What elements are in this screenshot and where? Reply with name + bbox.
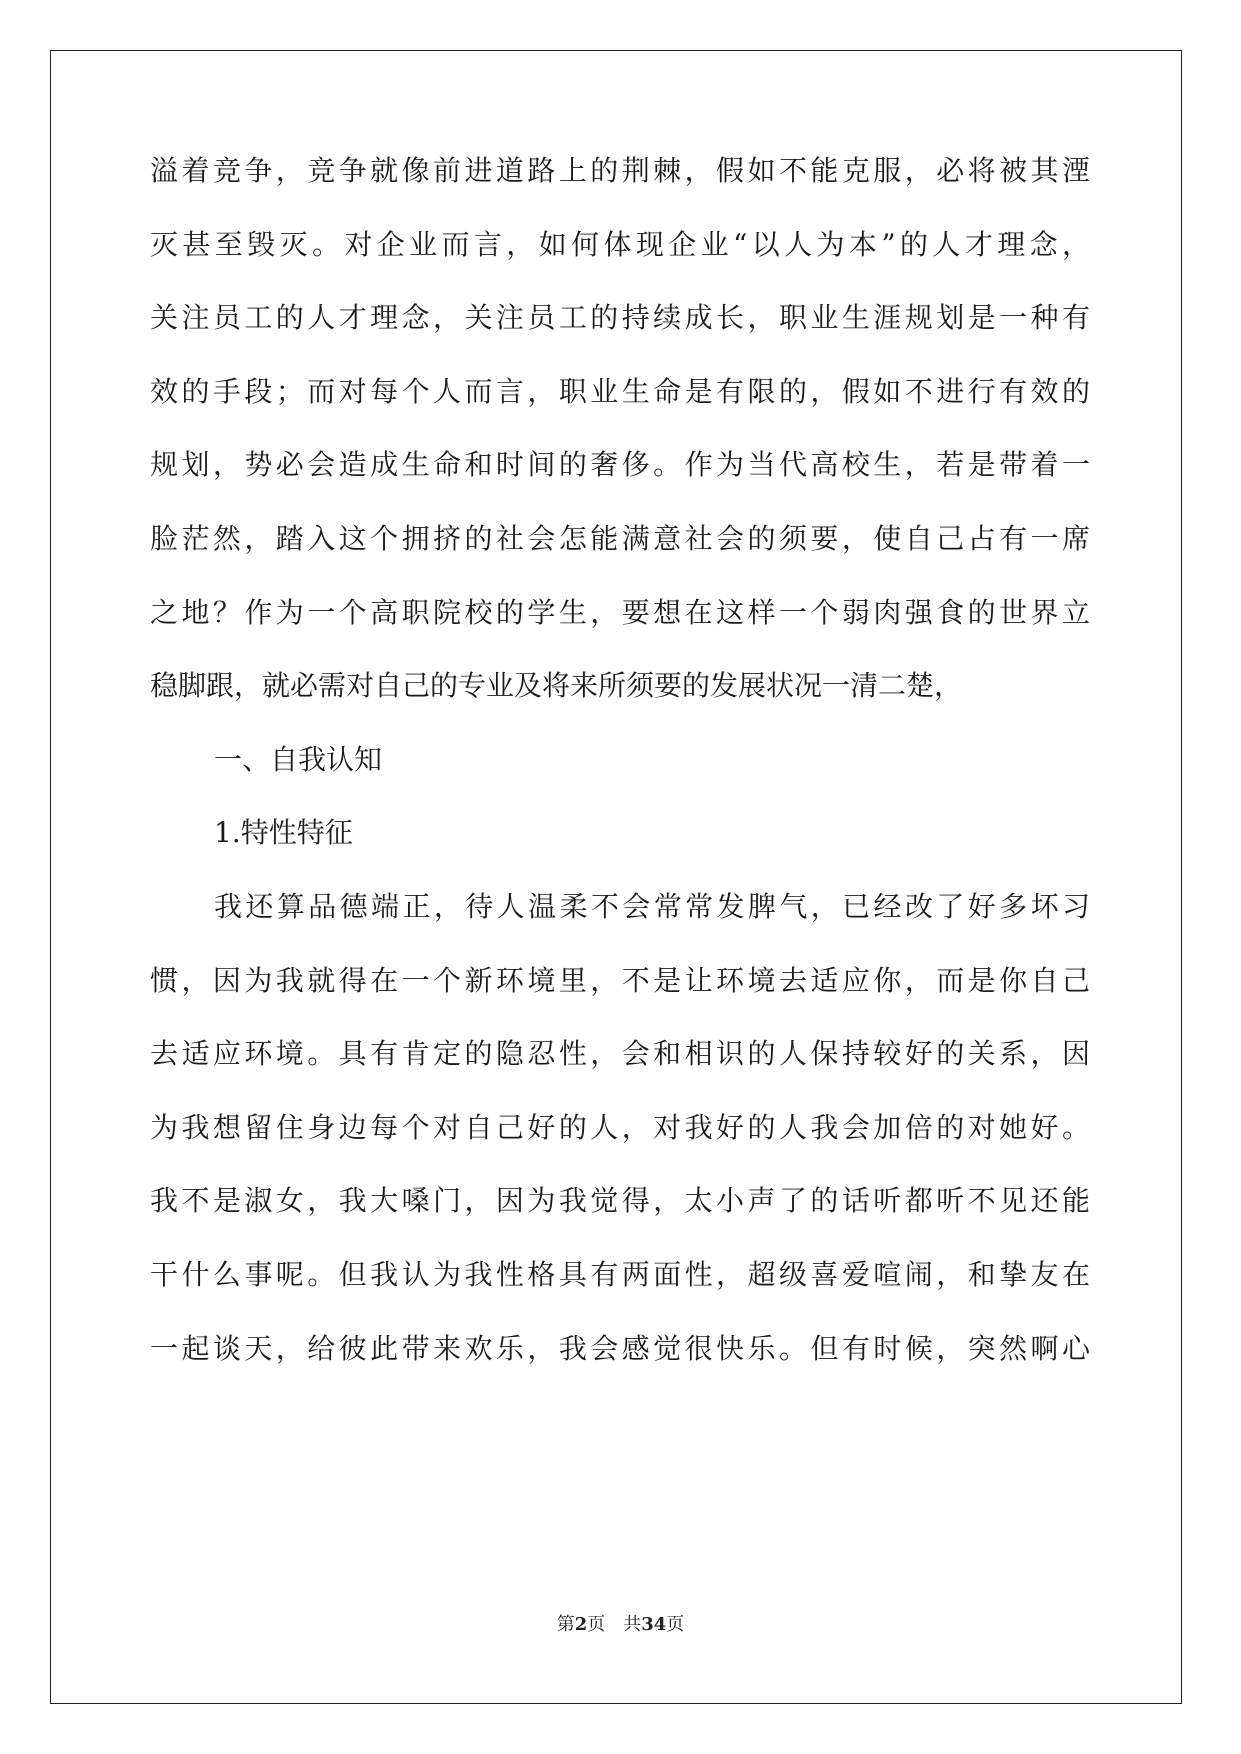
paragraph-line: 去适应环境。具有肯定的隐忍性，会和相识的人保持较好的关系，因 xyxy=(150,1037,1090,1071)
paragraph-line: 为我想留住身边每个对自己好的人，对我好的人我会加倍的对她好。 xyxy=(150,1110,1090,1144)
paragraph-line: 惯，因为我就得在一个新环境里，不是让环境去适应你，而是你自己 xyxy=(150,963,1090,997)
paragraph-line: 我不是淑女，我大嗓门，因为我觉得，太小声了的话听都听不见还能 xyxy=(150,1184,1090,1218)
paragraph-line: 稳脚跟，就必需对自己的专业及将来所须要的发展状况一清二楚， xyxy=(150,669,963,703)
paragraph-line: 干什么事呢。但我认为我性格具有两面性，超级喜爱喧闹，和挚友在 xyxy=(150,1258,1090,1291)
footer-total-pages: 34 xyxy=(641,1614,667,1635)
footer-total-prefix: 共 xyxy=(623,1614,642,1635)
footer-page-prefix: 第 xyxy=(556,1614,575,1635)
paragraph-line: 脸茫然，踏入这个拥挤的社会怎能满意社会的须要，使自己占有一席 xyxy=(150,522,1090,555)
page-footer xyxy=(0,1613,1241,1637)
paragraph-line: 一起谈天，给彼此带来欢乐，我会感觉很快乐。但有时候，突然啊心 xyxy=(150,1331,1090,1365)
footer-total-suffix: 页 xyxy=(666,1614,685,1635)
section-heading: 1.特性特征 xyxy=(214,816,353,850)
paragraph-line: 规划，势必会造成生命和时间的奢侈。作为当代高校生，若是带着一 xyxy=(150,448,1090,482)
paragraph-line: 溢着竞争，竞争就像前进道路上的荆棘，假如不能克服，必将被其湮 xyxy=(150,154,1090,187)
paragraph-line: 之地？作为一个高职院校的学生，要想在这样一个弱肉强食的世界立 xyxy=(150,595,1090,629)
paragraph-line: 关注员工的人才理念，关注员工的持续成长，职业生涯规划是一种有 xyxy=(150,301,1090,335)
footer-page-suffix: 页 xyxy=(587,1614,606,1635)
paragraph-line: 效的手段；而对每个人而言，职业生命是有限的，假如不进行有效的 xyxy=(150,374,1090,408)
section-heading: 一、自我认知 xyxy=(214,742,383,776)
footer-page-number: 2 xyxy=(574,1614,588,1635)
paragraph-line: 灭甚至毁灭。对企业而言，如何体现企业“以人为本”的人才理念， xyxy=(150,227,1090,261)
paragraph-line: 我还算品德端正，待人温柔不会常常发脾气，已经改了好多坏习 xyxy=(214,890,1090,923)
